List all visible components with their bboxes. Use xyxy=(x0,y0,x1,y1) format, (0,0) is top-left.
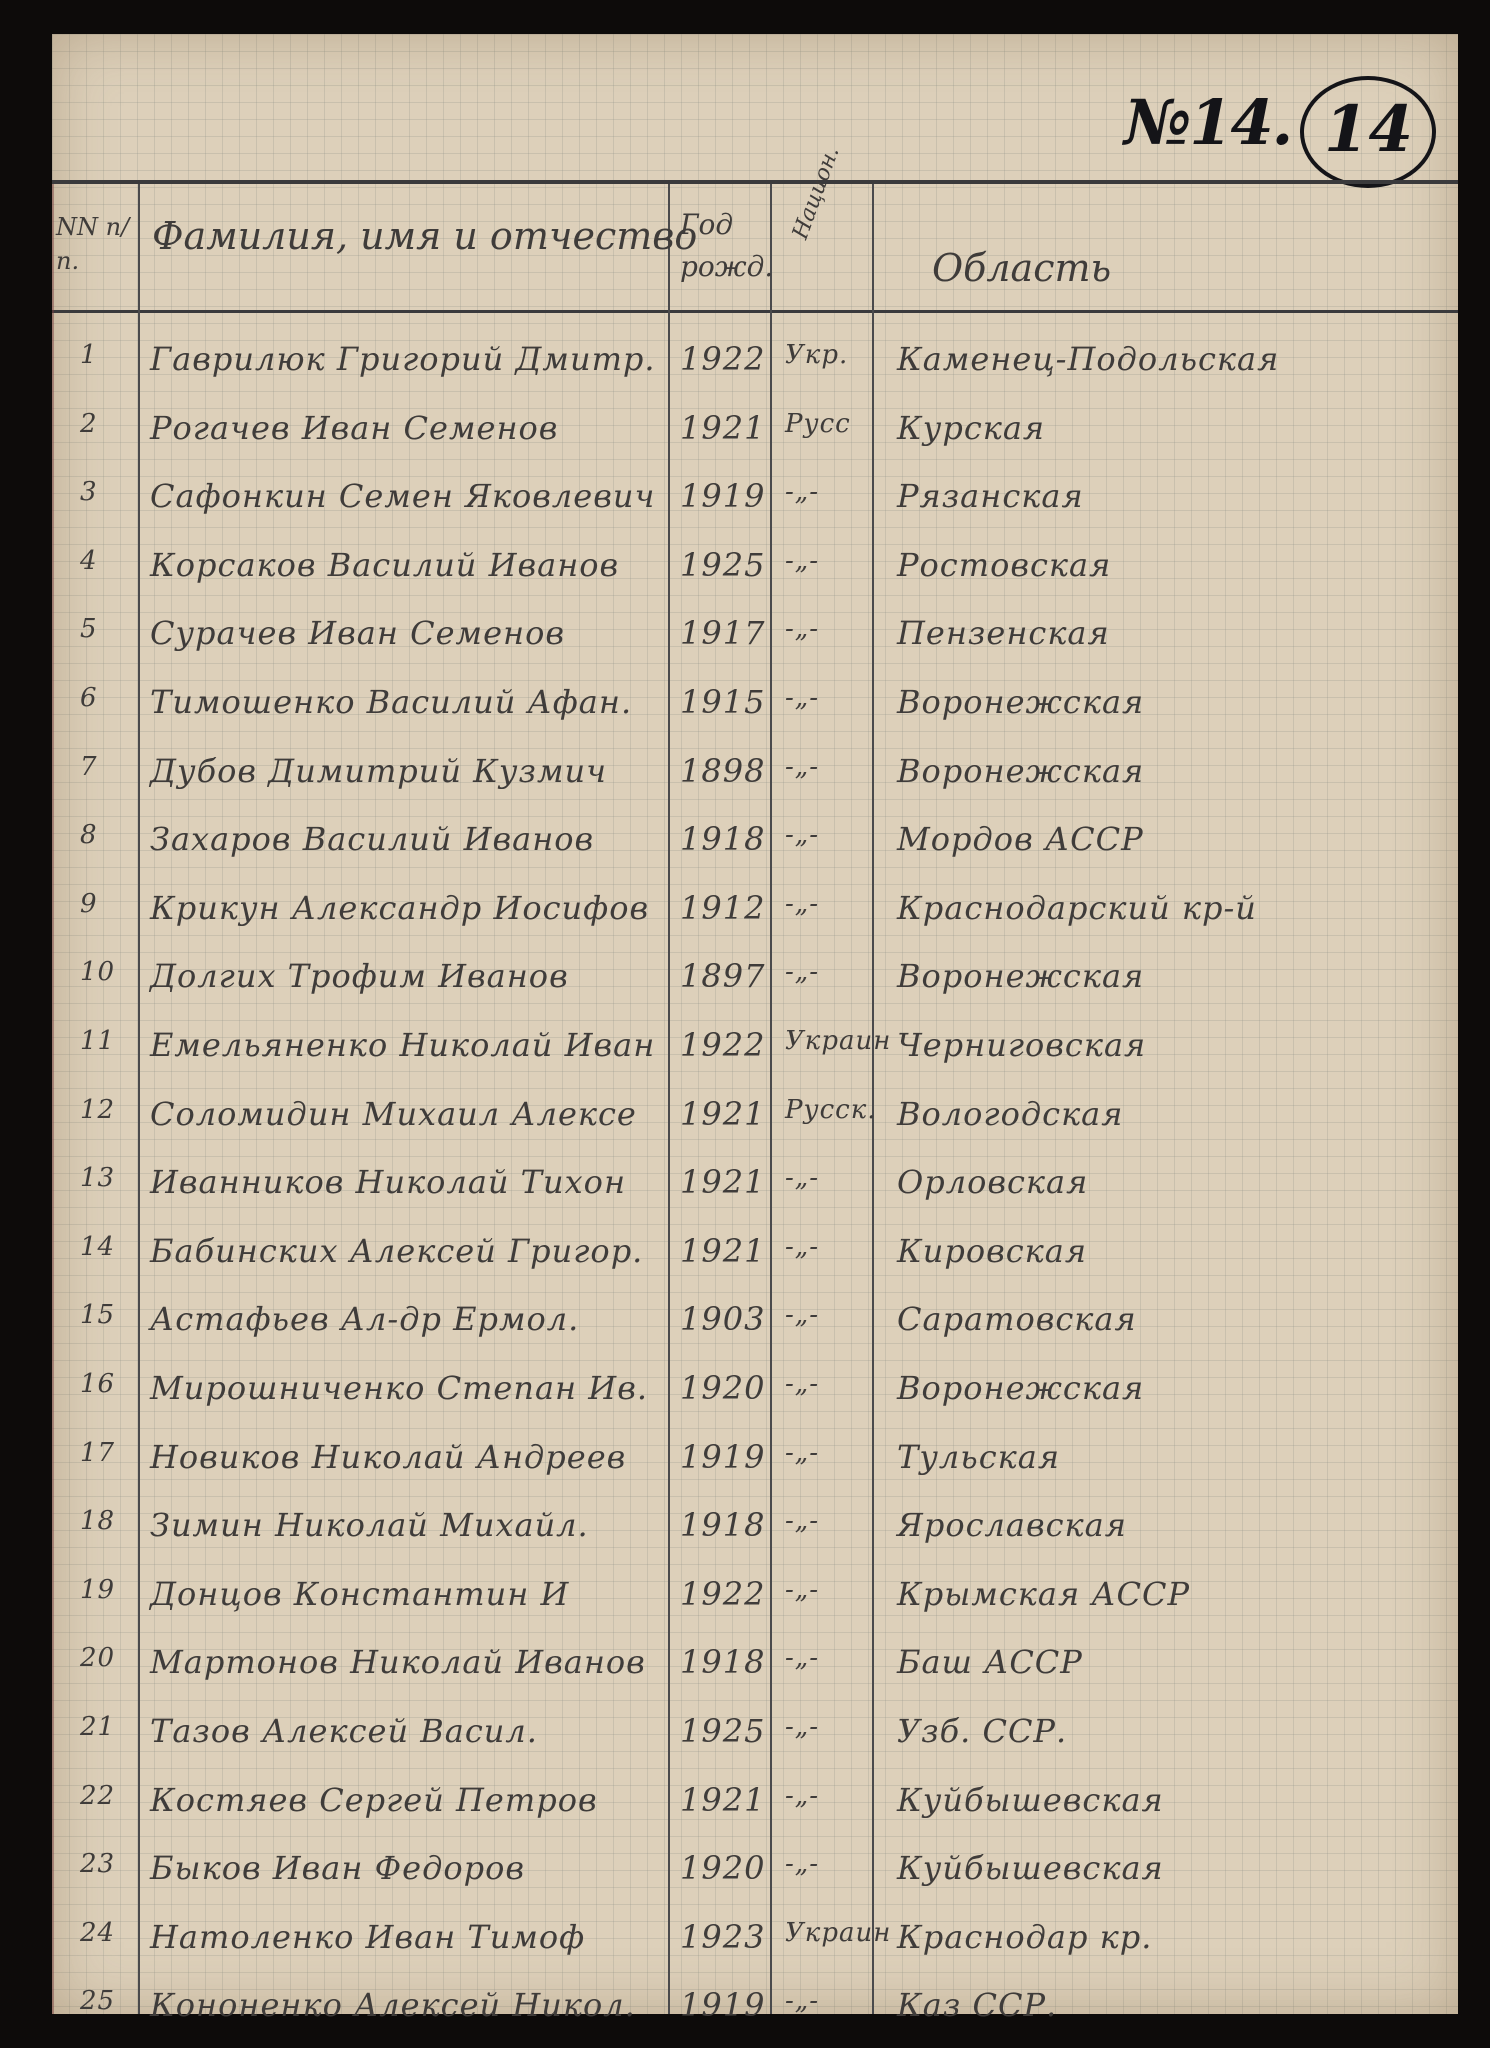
table-row xyxy=(52,1976,1458,2044)
table-row xyxy=(52,1496,1458,1564)
header-col-name: Фамилия, имя и отчество xyxy=(152,214,698,258)
row-number: 11 xyxy=(80,1026,116,1056)
row-region: Черниговская xyxy=(897,1026,1147,1064)
row-number: 20 xyxy=(80,1643,116,1674)
table-row xyxy=(52,673,1458,741)
row-number: 9 xyxy=(80,888,98,919)
row-number: 14 xyxy=(80,1231,116,1262)
table-row xyxy=(52,1016,1458,1084)
row-nationality: -„- xyxy=(785,545,820,576)
table-row xyxy=(52,1290,1458,1358)
row-year: 1922 xyxy=(680,1574,766,1613)
row-year: 1919 xyxy=(680,1437,766,1476)
row-nationality: Русс xyxy=(785,408,851,439)
document-sheet xyxy=(52,34,1458,2025)
table-row xyxy=(52,1085,1458,1153)
row-region: Краснодарский кр-й xyxy=(897,888,1257,927)
row-region: Краснодар кр. xyxy=(897,1917,1153,1956)
row-region: Воронежская xyxy=(897,751,1145,790)
row-nationality: -„- xyxy=(785,1643,820,1674)
row-name: Иванников Николай Тихон xyxy=(150,1163,627,1202)
row-nationality: -„- xyxy=(785,1231,820,1262)
row-year: 1923 xyxy=(680,1917,766,1956)
row-region: Узб. ССР. xyxy=(897,1712,1068,1750)
row-name: Рогачев Иван Семенов xyxy=(150,408,559,447)
row-name: Зимин Николай Михайл. xyxy=(150,1506,589,1545)
row-region: Пензенская xyxy=(897,614,1110,653)
row-region: Тульская xyxy=(897,1437,1060,1476)
list-number: №14. xyxy=(1124,86,1292,159)
row-name: Долгих Трофим Иванов xyxy=(150,957,569,996)
row-name: Натоленко Иван Тимоф xyxy=(150,1917,586,1956)
row-nationality: -„- xyxy=(785,1986,820,2017)
row-year: 1917 xyxy=(680,614,766,653)
row-name: Соломидин Михаил Алексе xyxy=(150,1094,637,1133)
row-name: Мартонов Николай Иванов xyxy=(150,1643,646,1682)
table-row xyxy=(52,467,1458,535)
row-region: Баш АССР xyxy=(897,1643,1083,1682)
row-year: 1918 xyxy=(680,820,766,859)
row-number: 7 xyxy=(80,751,98,782)
row-name: Донцов Константин И xyxy=(150,1574,570,1613)
header-col-nat: Национ. xyxy=(788,143,845,243)
table-row xyxy=(52,810,1458,878)
row-nationality: -„- xyxy=(785,751,820,782)
row-nationality: -„- xyxy=(785,1163,820,1194)
table-row xyxy=(52,879,1458,947)
row-region: Ярославская xyxy=(897,1506,1127,1545)
row-nationality: -„- xyxy=(785,957,820,988)
row-year: 1897 xyxy=(680,957,766,996)
row-region: Орловская xyxy=(897,1163,1089,1202)
table-row xyxy=(52,399,1458,467)
row-number: 10 xyxy=(80,957,116,988)
header-col-region: Область xyxy=(932,246,1112,290)
row-nationality: Украин xyxy=(785,1026,892,1056)
table-row xyxy=(52,1908,1458,1976)
row-region: Курская xyxy=(897,408,1046,447)
row-year: 1922 xyxy=(680,340,766,378)
table-row xyxy=(52,1222,1458,1290)
row-number: 15 xyxy=(80,1300,116,1331)
header-bottom-rule xyxy=(52,310,1458,313)
row-name: Мирошниченко Степан Ив. xyxy=(150,1369,648,1407)
row-year: 1918 xyxy=(680,1506,766,1545)
row-number: 18 xyxy=(80,1506,116,1537)
row-nationality: -„- xyxy=(785,1506,820,1537)
row-region: Каменец-Подольская xyxy=(897,340,1280,378)
row-region: Саратовская xyxy=(897,1300,1137,1339)
row-number: 22 xyxy=(80,1780,116,1811)
table-row xyxy=(52,1153,1458,1221)
row-number: 12 xyxy=(80,1094,116,1125)
row-year: 1898 xyxy=(680,751,766,790)
table-row xyxy=(52,1771,1458,1839)
row-name: Захаров Василий Иванов xyxy=(150,820,595,859)
row-year: 1922 xyxy=(680,1026,766,1064)
row-name: Крикун Александр Иосифов xyxy=(150,888,650,927)
table-row xyxy=(52,1359,1458,1427)
row-number: 21 xyxy=(80,1712,116,1742)
row-year: 1921 xyxy=(680,1163,766,1202)
row-year: 1921 xyxy=(680,1780,766,1819)
row-name: Дубов Димитрий Кузмич xyxy=(150,751,607,790)
row-region: Рязанская xyxy=(897,477,1084,516)
row-year: 1921 xyxy=(680,1094,766,1133)
row-nationality: -„- xyxy=(785,614,820,645)
row-nationality: -„- xyxy=(785,477,820,508)
table-row xyxy=(52,330,1458,398)
row-name: Кононенко Алексей Никол. xyxy=(150,1986,636,2025)
table-row xyxy=(52,536,1458,604)
row-number: 17 xyxy=(80,1437,116,1468)
row-region: Воронежская xyxy=(897,957,1145,996)
row-number: 16 xyxy=(80,1369,116,1399)
row-number: 23 xyxy=(80,1849,116,1880)
row-name: Тимошенко Василий Афан. xyxy=(150,683,633,721)
row-nationality: -„- xyxy=(785,1574,820,1605)
row-name: Гаврилюк Григорий Дмитр. xyxy=(150,340,656,378)
table-row xyxy=(52,947,1458,1015)
row-nationality: -„- xyxy=(785,1437,820,1468)
row-year: 1912 xyxy=(680,888,766,927)
row-nationality: -„- xyxy=(785,820,820,851)
row-year: 1925 xyxy=(680,545,766,584)
row-nationality: -„- xyxy=(785,1369,820,1399)
row-region: Ростовская xyxy=(897,545,1112,584)
row-nationality: -„- xyxy=(785,1712,820,1742)
row-number: 19 xyxy=(80,1574,116,1605)
row-name: Емельяненко Николай Иван xyxy=(150,1026,656,1064)
row-number: 6 xyxy=(80,683,98,713)
row-number: 2 xyxy=(80,408,98,439)
row-nationality: Укр. xyxy=(785,340,849,370)
row-number: 1 xyxy=(80,340,98,370)
row-region: Воронежская xyxy=(897,683,1145,721)
row-nationality: -„- xyxy=(785,1849,820,1880)
row-region: Крымская АССР xyxy=(897,1574,1191,1613)
row-nationality: -„- xyxy=(785,1300,820,1331)
table-row xyxy=(52,742,1458,810)
row-name: Костяев Сергей Петров xyxy=(150,1780,598,1819)
row-region: Каз ССР. xyxy=(897,1986,1058,2025)
row-name: Астафьев Ал-др Ермол. xyxy=(150,1300,580,1339)
row-name: Тазов Алексей Васил. xyxy=(150,1712,538,1750)
row-number: 4 xyxy=(80,545,98,576)
row-number: 24 xyxy=(80,1917,116,1948)
row-name: Сурачев Иван Семенов xyxy=(150,614,565,653)
row-year: 1915 xyxy=(680,683,766,721)
row-region: Куйбышевская xyxy=(897,1849,1164,1888)
row-number: 3 xyxy=(80,477,98,508)
row-region: Кировская xyxy=(897,1231,1088,1270)
row-region: Куйбышевская xyxy=(897,1780,1164,1819)
header-col-year: Год рожд. xyxy=(680,208,774,283)
header-top-rule xyxy=(52,180,1458,184)
row-year: 1925 xyxy=(680,1712,766,1750)
row-year: 1921 xyxy=(680,1231,766,1270)
header-col-no: NN п/п. xyxy=(56,213,130,275)
table-row xyxy=(52,604,1458,672)
row-year: 1903 xyxy=(680,1300,766,1339)
row-year: 1920 xyxy=(680,1369,766,1407)
row-name: Сафонкин Семен Яковлевич xyxy=(150,477,656,516)
row-year: 1921 xyxy=(680,408,766,447)
table-row xyxy=(52,1702,1458,1770)
row-number: 13 xyxy=(80,1163,116,1194)
table-row xyxy=(52,1565,1458,1633)
row-nationality: -„- xyxy=(785,888,820,919)
row-region: Мордов АССР xyxy=(897,820,1144,859)
row-nationality: -„- xyxy=(785,1780,820,1811)
row-region: Воронежская xyxy=(897,1369,1145,1407)
row-name: Новиков Николай Андреев xyxy=(150,1437,627,1476)
row-year: 1920 xyxy=(680,1849,766,1888)
row-name: Корсаков Василий Иванов xyxy=(150,545,620,584)
row-number: 8 xyxy=(80,820,98,851)
row-nationality: Украин xyxy=(785,1917,892,1948)
row-year: 1919 xyxy=(680,477,766,516)
row-number: 5 xyxy=(80,614,98,645)
row-name: Бабинских Алексей Григор. xyxy=(150,1231,644,1270)
table-row xyxy=(52,1839,1458,1907)
row-nationality: Русск. xyxy=(785,1094,877,1125)
row-year: 1919 xyxy=(680,1986,766,2025)
row-number: 25 xyxy=(80,1986,116,2017)
row-name: Быков Иван Федоров xyxy=(150,1849,526,1888)
row-year: 1918 xyxy=(680,1643,766,1682)
row-region: Вологодская xyxy=(897,1094,1124,1133)
circled-page-number: 14 xyxy=(1324,92,1414,167)
table-row xyxy=(52,1633,1458,1701)
table-row xyxy=(52,1428,1458,1496)
row-nationality: -„- xyxy=(785,683,820,713)
